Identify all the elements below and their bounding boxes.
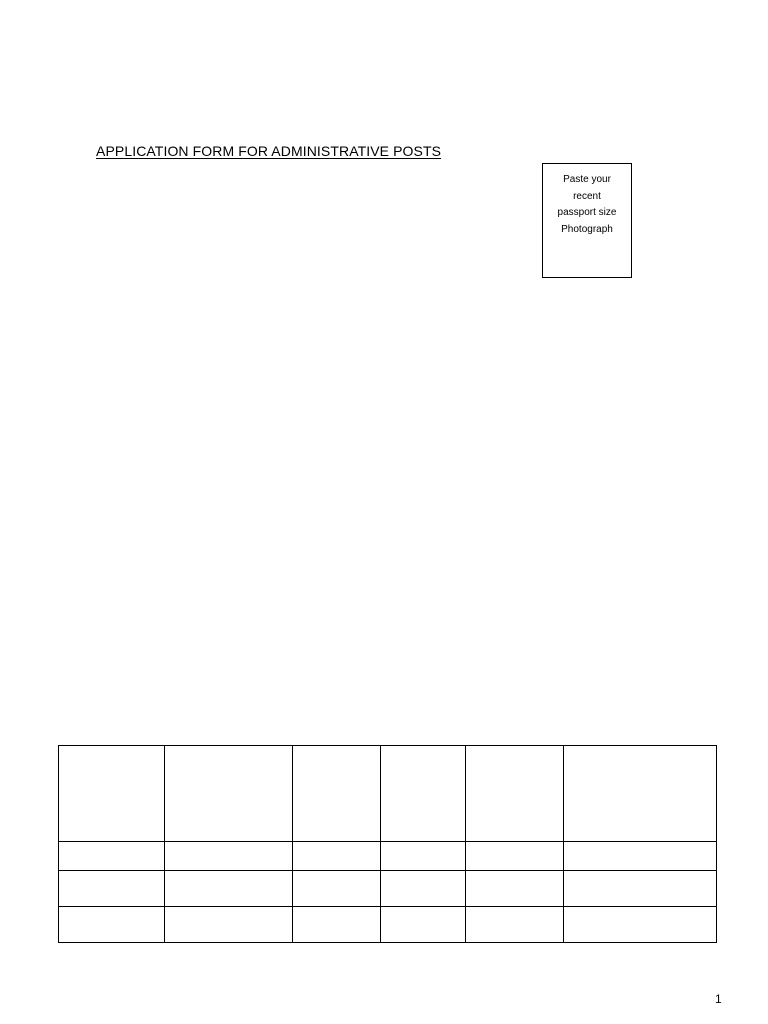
table-header-cell[interactable] [165, 746, 293, 842]
table-cell[interactable] [466, 871, 564, 907]
table-cell[interactable] [381, 871, 466, 907]
table-cell[interactable] [564, 907, 717, 943]
table-header-cell[interactable] [293, 746, 381, 842]
table-cell[interactable] [564, 871, 717, 907]
table-header-cell[interactable] [381, 746, 466, 842]
page-number: 1 [715, 992, 722, 1006]
table-row [59, 871, 717, 907]
table-header-cell[interactable] [564, 746, 717, 842]
photo-instruction-line: Photograph [561, 223, 613, 235]
table-cell[interactable] [59, 907, 165, 943]
table-cell[interactable] [564, 842, 717, 871]
table-cell[interactable] [293, 907, 381, 943]
photo-instruction [543, 172, 631, 238]
photo-instruction-line: recent [573, 190, 601, 202]
table-cell[interactable] [59, 871, 165, 907]
table-cell[interactable] [466, 907, 564, 943]
photo-placeholder-box [542, 163, 632, 278]
table-header-cell[interactable] [59, 746, 165, 842]
photo-instruction-line: Paste your [563, 174, 611, 185]
table-cell[interactable] [466, 842, 564, 871]
photo-instruction-line: passport size [557, 207, 617, 218]
table-cell[interactable] [165, 842, 293, 871]
table-cell[interactable] [381, 842, 466, 871]
table-row [59, 907, 717, 943]
table-cell[interactable] [165, 907, 293, 943]
table-header-row [59, 746, 717, 842]
table-cell[interactable] [293, 871, 381, 907]
form-title: APPLICATION FORM FOR ADMINISTRATIVE POSTS [96, 143, 442, 159]
table-cell[interactable] [293, 842, 381, 871]
table-row [59, 842, 717, 871]
table-header-cell[interactable] [466, 746, 564, 842]
details-table [58, 745, 717, 943]
table-cell[interactable] [381, 907, 466, 943]
table-cell[interactable] [165, 871, 293, 907]
table-cell[interactable] [59, 842, 165, 871]
